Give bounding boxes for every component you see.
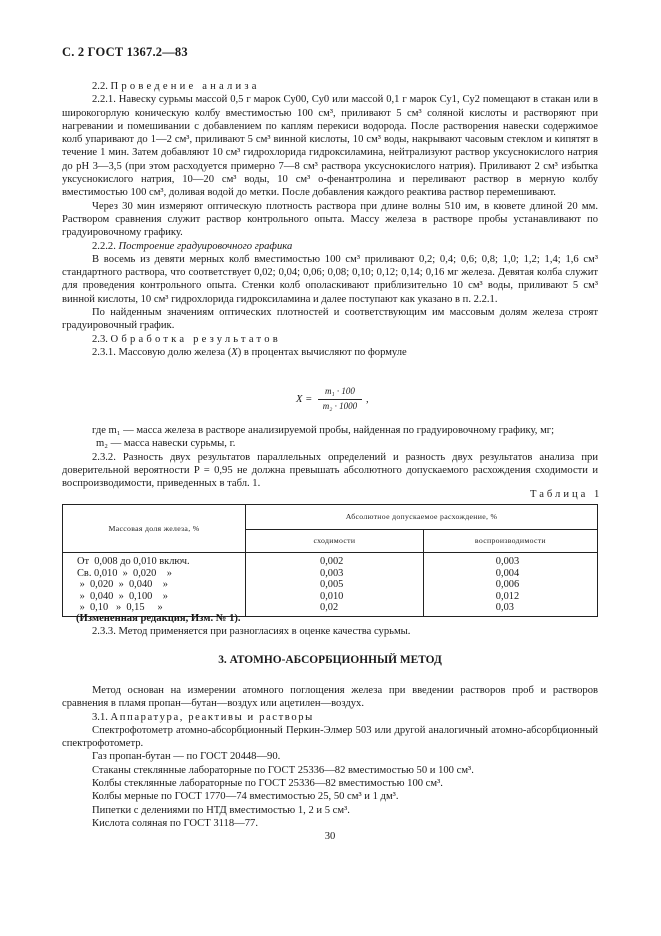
- table-row: » 0,10 » 0,15 » 0,02 0,03: [63, 602, 598, 616]
- section-3-1-title: 3.1. Аппаратура, реактивы и растворы: [92, 711, 314, 723]
- paragraph-2-3-3: 2.3.3. Метод применяется при разногласиях в оценке качества сурьмы.: [92, 626, 411, 638]
- formula-where-1: где m₁ — масса железа в растворе анализируемой пробы, найденная по градуировочному графику, мг;: [92, 425, 555, 436]
- section-3-intro: Метод основан на измерении атомного поглощения железа при введении растворов проб и растворов сравнения в пламя пропан—бутан—воздух или ацетилен—воздух.: [62, 685, 598, 710]
- table-row: » 0,040 » 0,100 » 0,010 0,012: [63, 591, 598, 603]
- list-item: Колбы стеклянные лабораторные по ГОСТ 25336—82 вместимостью 100 см³.: [92, 778, 443, 790]
- section-2-3-end: [62, 612, 598, 639]
- section-title-spaced: Проведение анализа: [110, 81, 260, 92]
- section-3: [62, 684, 598, 830]
- header-absolute-tolerance: Абсолютное допускаемое расхождение, %: [246, 505, 598, 530]
- section-2-2: [62, 80, 598, 359]
- section-2-3-continued: [62, 424, 598, 490]
- paragraph-2-2-1: 2.2.1. Навеску сурьмы массой 0,5 г марок Су00, Су0 или массой 0,1 г марок Су1, Су2 помещают в стакан или в широкогорлую коническую колбу вместимостью 100 см³, приливают 5 см³ соляной кислоты и растворяют при нагревании и помешивании с добавлением по каплям перекиси водорода. После растворения навески содержимое колб упаривают до 1—2 см³, приливают 5 см³ винной кислоты, 10 см³ воды, накрывают часовым стеклом и кипятят в течение 1 мин. Затем добавляют 10 см³ гидрохлорида гидроксиламина, нейтрализуют раствор уксуснокислого натрия до pH 3—3,5 (при этом расходуется примерно 7—8 см³ раствора уксуснокислого натрия). Приливают 2 см³ избытка уксуснокислого натрия, 10—20 см³ воды, 10 см³ о-фенантролина и переливают раствор в мерную колбу вместимостью 100 см³, доливая водой до метки. После добавления каждого реактива раствор перемешивают.: [62, 94, 598, 199]
- formula-numerator: m₁ · 100: [318, 385, 362, 400]
- formula-fraction: [318, 385, 362, 414]
- table-row: Св. 0,010 » 0,020 » 0,003 0,004: [63, 568, 598, 580]
- paragraph-2-3-2: 2.3.2. Разность двух результатов параллельных определений и разность двух результатов анализа при доверительной вероятности P = 0,95 не должна превышать абсолютного допускаемого расхождения сходимости и воспроизводимости, приведенных в табл. 1.: [62, 451, 598, 490]
- page-header: С. 2 ГОСТ 1367.2—83: [62, 45, 188, 59]
- formula-comma: ,: [366, 394, 369, 405]
- edition-note: (Измененная редакция, Изм. № 1).: [76, 613, 241, 624]
- paragraph-2-2-1-b: Через 30 мин измеряют оптическую плотность раствора при длине волны 510 им, в кювете длиной 20 мм. Раствором сравнения служит раствор контрольного опыта. Массу железа в растворе пробы устанавливают по градуировочному графику.: [62, 200, 598, 239]
- header-reproducibility: воспроизводимости: [423, 530, 597, 553]
- section-3-title: 3. АТОМНО-АБСОРБЦИОННЫЙ МЕТОД: [218, 654, 442, 666]
- header-mass-fraction: Массовая доля железа, %: [63, 505, 246, 553]
- formula-lhs: X =: [296, 394, 313, 405]
- formula: [282, 385, 402, 415]
- section-2-3-title: 2.3. Обработка результатов: [92, 333, 281, 345]
- section-2-2-2-title: 2.2.2. Построение градуировочного графика: [92, 240, 293, 252]
- list-item: Пипетки с делениями по НТД вместимостью 1, 2 и 5 см³.: [92, 804, 350, 816]
- table-row: От 0,008 до 0,010 включ. 0,002 0,003: [63, 553, 598, 568]
- list-item: Спектрофотометр атомно-абсорбционный Перкин-Элмер 503 или другой аналогичный атомно-абсорбционный спектрофотометр.: [62, 724, 598, 750]
- table-row: » 0,020 » 0,040 » 0,005 0,006: [63, 579, 598, 591]
- list-item: Кислота соляная по ГОСТ 3118—77.: [92, 817, 258, 829]
- page-number: 30: [324, 831, 336, 842]
- section-2-2-title: 2.2. Проведение анализа: [92, 81, 260, 92]
- tolerance-table: [62, 504, 598, 617]
- formula-denominator: m₂ · 1000: [322, 401, 358, 412]
- list-item: Колбы мерные по ГОСТ 1770—74 вместимостью 25, 50 см³ и 1 дм³.: [92, 791, 399, 803]
- paragraph-2-2-2: В восемь из девяти мерных колб вместимостью 100 см³ приливают 0,2; 0,4; 0,6; 0,8; 1,0; 1,2; 1,4; 1,6 см³ стандартного раствора, что соответствует 0,02; 0,04; 0,06; 0,08; 0,10; 0,12; 0,14; 0,16 мг железа. Девятая колба служит для проведения контрольного опыта. Стенки колб ополаскивают приблизительно 10 см³ воды, приливают 5 см³ винной кислоты, 10 см³ гидрохлорида гидроксиламина и далее поступают как указано в п. 2.2.1.: [62, 253, 598, 305]
- table-caption: Таблица 1: [530, 489, 603, 500]
- formula-where-2: m₂ — масса навески сурьмы, г.: [96, 438, 236, 450]
- header-convergence: сходимости: [246, 530, 424, 553]
- list-item: Газ пропан-бутан — по ГОСТ 20448—90.: [92, 751, 281, 763]
- paragraph-2-2-2-b: По найденным значениям оптических плотностей и соответствующим им массовым долям железа строят градуировочный график.: [62, 307, 598, 332]
- list-item: Стаканы стеклянные лабораторные по ГОСТ 25336—82 вместимостью 50 и 100 см³.: [92, 764, 474, 776]
- paragraph-2-3-1: 2.3.1. Массовую долю железа (X) в процентах вычисляют по формуле: [92, 346, 407, 358]
